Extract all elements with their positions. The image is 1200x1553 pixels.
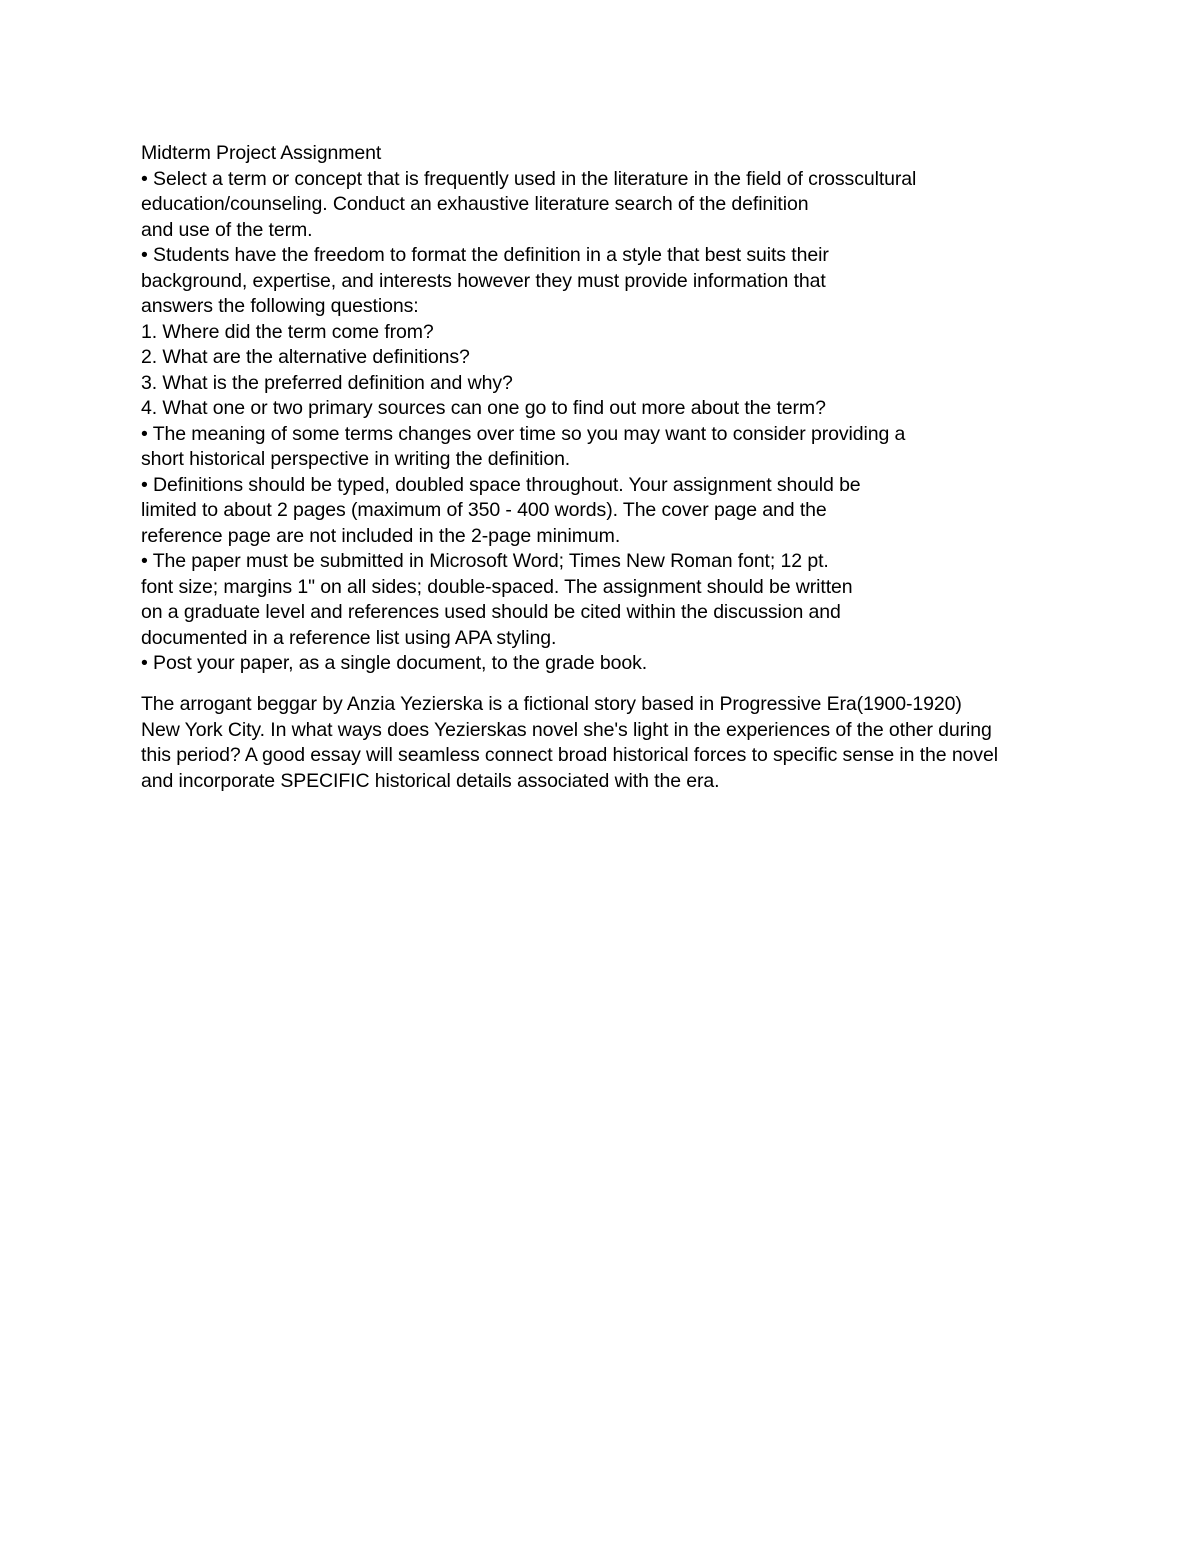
- assignment-line: limited to about 2 pages (maximum of 350 - 400 words). The cover page and the: [141, 499, 827, 521]
- essay-prompt-section: [141, 692, 1141, 794]
- assignment-line: answers the following questions:: [141, 295, 419, 317]
- essay-line: The arrogant beggar by Anzia Yezierska is a fictional story based in Progressive Era(1900-1920): [141, 693, 962, 715]
- assignment-line: • The paper must be submitted in Microsoft Word; Times New Roman font; 12 pt.: [141, 550, 829, 572]
- assignment-line: education/counseling. Conduct an exhaustive literature search of the definition: [141, 193, 809, 215]
- essay-line: and incorporate SPECIFIC historical details associated with the era.: [141, 769, 720, 792]
- question-item: 1. Where did the term come from?: [141, 320, 434, 343]
- essay-line: this period? A good essay will seamless connect broad historical forces to specific sense in the novel: [141, 744, 998, 766]
- essay-line: New York City. In what ways does Yezierskas novel she's light in the experiences of the other during: [141, 718, 992, 741]
- assignment-line: font size; margins 1" on all sides; double-spaced. The assignment should be written: [141, 575, 853, 598]
- assignment-line: • Post your paper, as a single document, to the grade book.: [141, 652, 648, 674]
- assignment-line: and use of the term.: [141, 218, 313, 241]
- assignment-line: • Definitions should be typed, doubled space throughout. Your assignment should be: [141, 473, 861, 496]
- assignment-title: Midterm Project Assignment: [141, 142, 382, 164]
- assignment-line: reference page are not included in the 2-page minimum.: [141, 524, 621, 547]
- assignment-section: [141, 141, 1141, 677]
- assignment-line: • Students have the freedom to format the definition in a style that best suits their: [141, 244, 829, 266]
- assignment-line: on a graduate level and references used should be cited within the discussion and: [141, 601, 841, 623]
- assignment-line: • Select a term or concept that is frequently used in the literature in the field of crosscultural: [141, 167, 917, 190]
- assignment-line: background, expertise, and interests however they must provide information that: [141, 269, 826, 292]
- question-item: 2. What are the alternative definitions?: [141, 346, 470, 368]
- question-item: 4. What one or two primary sources can one go to find out more about the term?: [141, 397, 826, 419]
- assignment-line: documented in a reference list using APA styling.: [141, 626, 557, 649]
- assignment-line: short historical perspective in writing the definition.: [141, 448, 571, 470]
- question-item: 3. What is the preferred definition and why?: [141, 371, 513, 394]
- assignment-line: • The meaning of some terms changes over time so you may want to consider providing a: [141, 422, 906, 445]
